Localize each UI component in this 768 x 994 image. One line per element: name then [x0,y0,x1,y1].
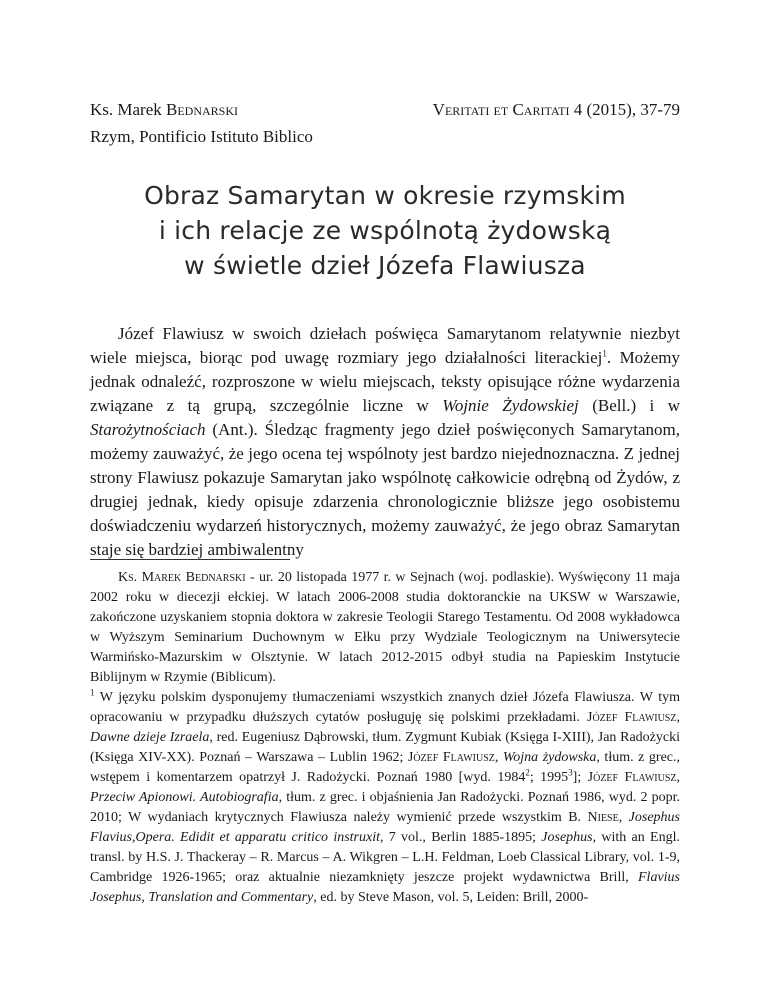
body-paragraph: Józef Flawiusz w swoich dziełach poświęca Samarytanom relatywnie niezbyt wiele miejsca, biorąc pod uwagę rozmiary jego działalności literackiej$^1$. Możemy jednak odnaleźć, rozproszone w wielu miejscach, teksty opisujące różne wydarzenia związane z tą grupą, szczególnie liczne w Wojnie Żydowskiej (Bell.) i w Starożytnościach (Ant.). Śledząc fragmenty jego dzieł poświęconych Samarytanom, możemy zauważyć, że jego ocena tej wspólnoty jest bardzo niejednoznaczna. Z jednej strony Flawiusz pokazuje Samarytan jako wspólnotę całkowicie odrębną od Żydów, z drugiej jednak, kiedy opisuje zdarzenia chronologicznie bliższe jego osobistemu doświadczeniu wydarzeń historycznych, możemy zauważyć, że jego obraz Samarytan staje się bardziej ambiwalentny [90,324,680,559]
body-text [90,322,680,562]
author-affiliation: Rzym, Pontificio Istituto Biblico [90,127,313,146]
author-name: Ks. Marek Bednarski [90,100,239,119]
journal-name: Veritati et Caritati [432,100,570,119]
footnotes [90,568,680,908]
work-title: Starożytnościach [90,420,206,439]
journal-citation: Veritati et Caritati 4 (2015), 37-79 [432,100,680,119]
author-footnote: Ks. Marek Bednarski - ur. 20 listopada 1977 r. w Sejnach (woj. podlaskie). Wyświęcony 11 maja 2002 roku w diecezji ełckiej. W latach 2006-2008 studia doktoranckie na UKSW w Warszawie, zakończone uzyskaniem stopnia doktora w zakresie Teologii Starego Testamentu. Od 2008 wykładowca w Wyższym Seminarium Duchownym w Ełku przy Wydziale Teologicznym na Uniwersytecie Warmińsko-Mazurskim w Olsztynie. W latach 2012-2015 odbył studia na Papieskim Instytucie Biblijnym w Rzymie (Biblicum). [90,570,680,685]
article-title [90,178,680,283]
footnote-reference: 1 [602,348,607,359]
footnote-separator [90,559,290,560]
title-line-2: i ich relacje ze wspólnotą żydowską [158,216,612,245]
header-line-1 [90,96,680,123]
work-title: Wojnie Żydowskiej [442,396,579,415]
title-line-1: Obraz Samarytan w okresie rzymskim [144,181,626,210]
footnote-1: $^1$ W języku polskim dysponujemy tłumaczeniami wszystkich znanych dzieł Józefa Flawiusza. W tym opracowaniu w przypadku dłuższych cytatów posługuję się polskimi przekładami. Józef Flawiusz, Dawne dzieje Izraela, red. Eugeniusz Dąbrowski, tłum. Zygmunt Kubiak (Księga I-XIII), Jan Radożycki (Księga XIV-XX). Poznań – Warszawa – Lublin 1962; Józef Flawiusz, Wojna żydowska, tłum. z grec., wstępem i komentarzem opatrzył J. Radożycki. Poznań 1980 [wyd. 1984$^2$; 1995$^3$]; Józef Flawiusz, Przeciw Apionowi. Autobiografia, tłum. z grec. i objaśnienia Jan Radożycki. Poznań 1986, wyd. 2 popr. 2010; W wydaniach krytycznych Flawiusza należy wymienić przede wszystkim B. Niese, Josephus Flavius,Opera. Edidit et apparatu critico instruxit, 7 vol., Berlin 1885-1895; Josephus, with an Engl. transl. by H.S. J. Thackeray – R. Marcus – A. Wikgren – L.H. Feldman, Loeb Classical Library, vol. 1-9, Cambridge 1926-1965; oraz aktualnie niezamknięty jeszcze projekt wydawnictwa Brill, Flavius Josephus, Translation and Commentary, ed. by Steve Mason, vol. 5, Leiden: Brill, 2000- [90,687,681,905]
footnote-mark: 1 [90,687,95,698]
author-surname: Bednarski [166,100,239,119]
article-header [90,96,680,150]
title-line-3: w świetle dzieł Józefa Flawiusza [184,251,586,280]
